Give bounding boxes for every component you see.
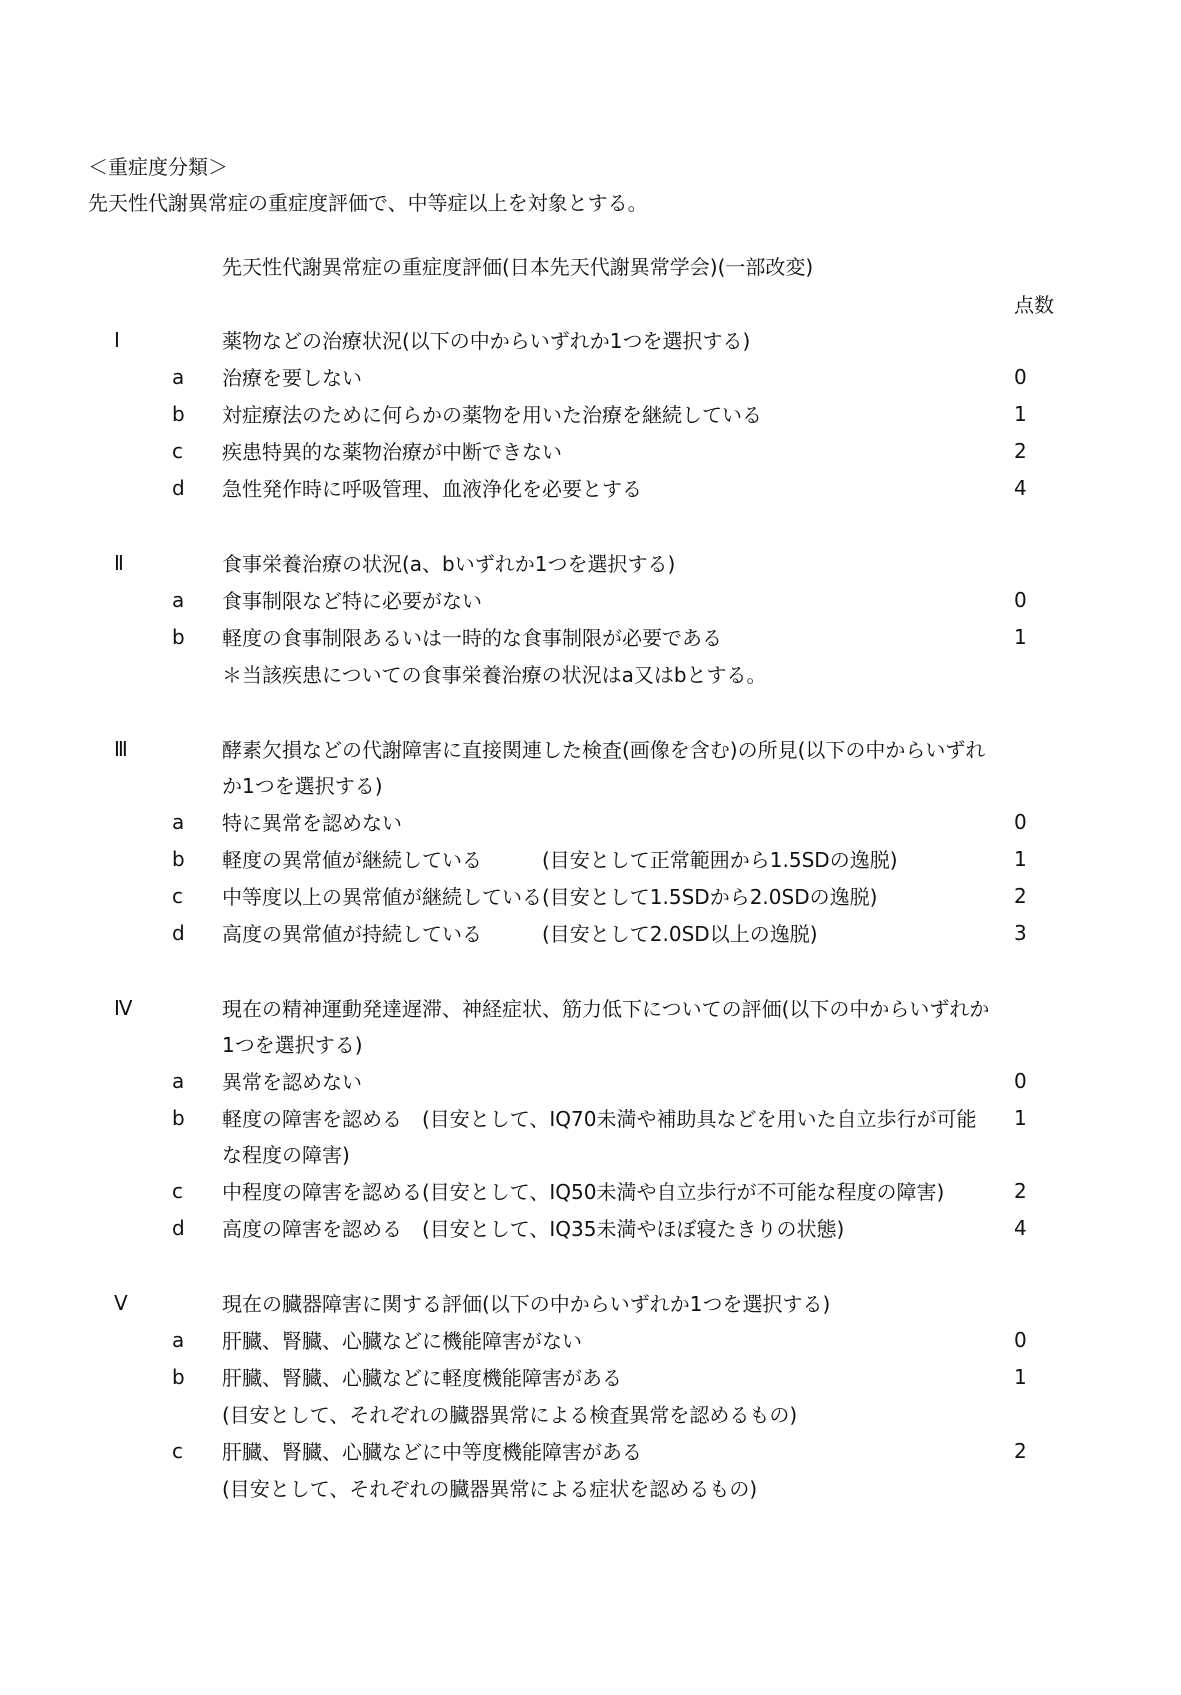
score-column-header: 点数 bbox=[1014, 293, 1054, 317]
criteria-row bbox=[0, 841, 1181, 878]
section-title: 現在の精神運動発達遅滞、神経症状、筋力低下についての評価(以下の中からいずれか1つを選択する) bbox=[222, 997, 990, 1057]
criteria-text: (目安として、それぞれの臓器異常による検査異常を認めるもの) bbox=[222, 1403, 798, 1427]
criteria-text: 軽度の障害を認める (目安として、IQ70未満や補助具などを用いた自立歩行が可能な程度の障害) bbox=[222, 1107, 977, 1167]
criteria-letter: d bbox=[172, 921, 185, 945]
criteria-letter: c bbox=[172, 439, 183, 463]
criteria-score: 2 bbox=[1014, 884, 1027, 908]
criteria-letter: b bbox=[172, 847, 185, 871]
criteria-letter: c bbox=[172, 1179, 183, 1203]
criteria-letter: a bbox=[172, 1328, 185, 1352]
severity-sections bbox=[0, 322, 1181, 1545]
criteria-text: 治療を要しない bbox=[222, 366, 362, 390]
criteria-score: 4 bbox=[1014, 476, 1027, 500]
criteria-row bbox=[0, 582, 1181, 619]
criteria-text: 異常を認めない bbox=[222, 1070, 362, 1094]
criteria-score: 1 bbox=[1014, 1106, 1027, 1130]
severity-section bbox=[0, 731, 1181, 952]
section-title: 薬物などの治療状況(以下の中からいずれか1つを選択する) bbox=[222, 329, 751, 353]
criteria-text: 肝臓、腎臓、心臓などに軽度機能障害がある bbox=[222, 1366, 622, 1390]
section-numeral: Ⅲ bbox=[114, 737, 128, 761]
criteria-score: 2 bbox=[1014, 439, 1027, 463]
section-numeral: Ⅴ bbox=[114, 1291, 128, 1315]
section-title-row bbox=[0, 1285, 1181, 1322]
criteria-text: 対症療法のために何らかの薬物を用いた治療を継続している bbox=[222, 403, 762, 427]
criteria-letter: a bbox=[172, 588, 185, 612]
criteria-text: 肝臓、腎臓、心臓などに中等度機能障害がある bbox=[222, 1440, 642, 1464]
intro-text: 先天性代謝異常症の重症度評価で、中等症以上を対象とする。 bbox=[88, 191, 648, 215]
criteria-letter: b bbox=[172, 1106, 185, 1130]
criteria-row bbox=[0, 1100, 1181, 1173]
criteria-letter: b bbox=[172, 625, 185, 649]
criteria-row bbox=[0, 1359, 1181, 1396]
criteria-letter: d bbox=[172, 476, 185, 500]
criteria-letter: d bbox=[172, 1216, 185, 1240]
section-title-row bbox=[0, 322, 1181, 359]
criteria-text: 高度の障害を認める (目安として、IQ35未満やほぼ寝たきりの状態) bbox=[222, 1217, 845, 1241]
section-numeral: Ⅳ bbox=[114, 996, 133, 1020]
criteria-score: 1 bbox=[1014, 1365, 1027, 1389]
section-title: 酵素欠損などの代謝障害に直接関連した検査(画像を含む)の所見(以下の中からいずれか1つを選択する) bbox=[222, 738, 986, 798]
criteria-text: ＊当該疾患についての食事栄養治療の状況はa又はbとする。 bbox=[222, 663, 767, 687]
criteria-score: 1 bbox=[1014, 402, 1027, 426]
criteria-row bbox=[0, 1063, 1181, 1100]
criteria-letter: c bbox=[172, 1439, 183, 1463]
criteria-row bbox=[0, 804, 1181, 841]
criteria-row bbox=[0, 359, 1181, 396]
section-numeral: Ⅰ bbox=[114, 328, 120, 352]
section-title-row bbox=[0, 545, 1181, 582]
criteria-score: 1 bbox=[1014, 625, 1027, 649]
criteria-row bbox=[0, 878, 1181, 915]
section-heading: ＜重症度分類＞ bbox=[88, 155, 228, 179]
criteria-score: 2 bbox=[1014, 1439, 1027, 1463]
criteria-letter: b bbox=[172, 1365, 185, 1389]
criteria-row bbox=[0, 1396, 1181, 1433]
criteria-letter: a bbox=[172, 810, 185, 834]
criteria-row bbox=[0, 433, 1181, 470]
criteria-text: 疾患特異的な薬物治療が中断できない bbox=[222, 440, 562, 464]
criteria-score: 3 bbox=[1014, 921, 1027, 945]
criteria-letter: b bbox=[172, 402, 185, 426]
table-title: 先天性代謝異常症の重症度評価(日本先天代謝異常学会)(一部改変) bbox=[222, 255, 814, 279]
criteria-text: 急性発作時に呼吸管理、血液浄化を必要とする bbox=[222, 477, 642, 501]
criteria-text: 特に異常を認めない bbox=[222, 811, 402, 835]
criteria-letter: a bbox=[172, 1069, 185, 1093]
criteria-row bbox=[0, 1173, 1181, 1210]
criteria-row bbox=[0, 1322, 1181, 1359]
criteria-text: 軽度の異常値が継続している (目安として正常範囲から1.5SDの逸脱) bbox=[222, 848, 898, 872]
criteria-row bbox=[0, 656, 1181, 693]
criteria-row bbox=[0, 1433, 1181, 1470]
criteria-score: 4 bbox=[1014, 1216, 1027, 1240]
severity-section bbox=[0, 990, 1181, 1247]
criteria-text: 中程度の障害を認める(目安として、IQ50未満や自立歩行が不可能な程度の障害) bbox=[222, 1180, 945, 1204]
section-title: 食事栄養治療の状況(a、bいずれか1つを選択する) bbox=[222, 552, 676, 576]
criteria-score: 0 bbox=[1014, 365, 1027, 389]
criteria-row bbox=[0, 396, 1181, 433]
criteria-letter: c bbox=[172, 884, 183, 908]
criteria-score: 1 bbox=[1014, 847, 1027, 871]
criteria-score: 0 bbox=[1014, 588, 1027, 612]
criteria-text: 軽度の食事制限あるいは一時的な食事制限が必要である bbox=[222, 626, 722, 650]
criteria-text: 肝臓、腎臓、心臓などに機能障害がない bbox=[222, 1329, 582, 1353]
criteria-score: 0 bbox=[1014, 810, 1027, 834]
criteria-row bbox=[0, 470, 1181, 507]
criteria-row bbox=[0, 619, 1181, 656]
criteria-text: (目安として、それぞれの臓器異常による症状を認めるもの) bbox=[222, 1477, 758, 1501]
criteria-text: 中等度以上の異常値が継続している(目安として1.5SDから2.0SDの逸脱) bbox=[222, 885, 878, 909]
severity-section bbox=[0, 1285, 1181, 1507]
section-title: 現在の臓器障害に関する評価(以下の中からいずれか1つを選択する) bbox=[222, 1292, 831, 1316]
criteria-score: 2 bbox=[1014, 1179, 1027, 1203]
criteria-score: 0 bbox=[1014, 1328, 1027, 1352]
criteria-row bbox=[0, 1470, 1181, 1507]
criteria-row bbox=[0, 915, 1181, 952]
section-title-row bbox=[0, 731, 1181, 804]
criteria-row bbox=[0, 1210, 1181, 1247]
section-numeral: Ⅱ bbox=[114, 551, 124, 575]
severity-section bbox=[0, 322, 1181, 507]
criteria-text: 食事制限など特に必要がない bbox=[222, 589, 482, 613]
criteria-text: 高度の異常値が持続している (目安として2.0SD以上の逸脱) bbox=[222, 922, 818, 946]
criteria-score: 0 bbox=[1014, 1069, 1027, 1093]
criteria-letter: a bbox=[172, 365, 185, 389]
severity-section bbox=[0, 545, 1181, 693]
section-title-row bbox=[0, 990, 1181, 1063]
